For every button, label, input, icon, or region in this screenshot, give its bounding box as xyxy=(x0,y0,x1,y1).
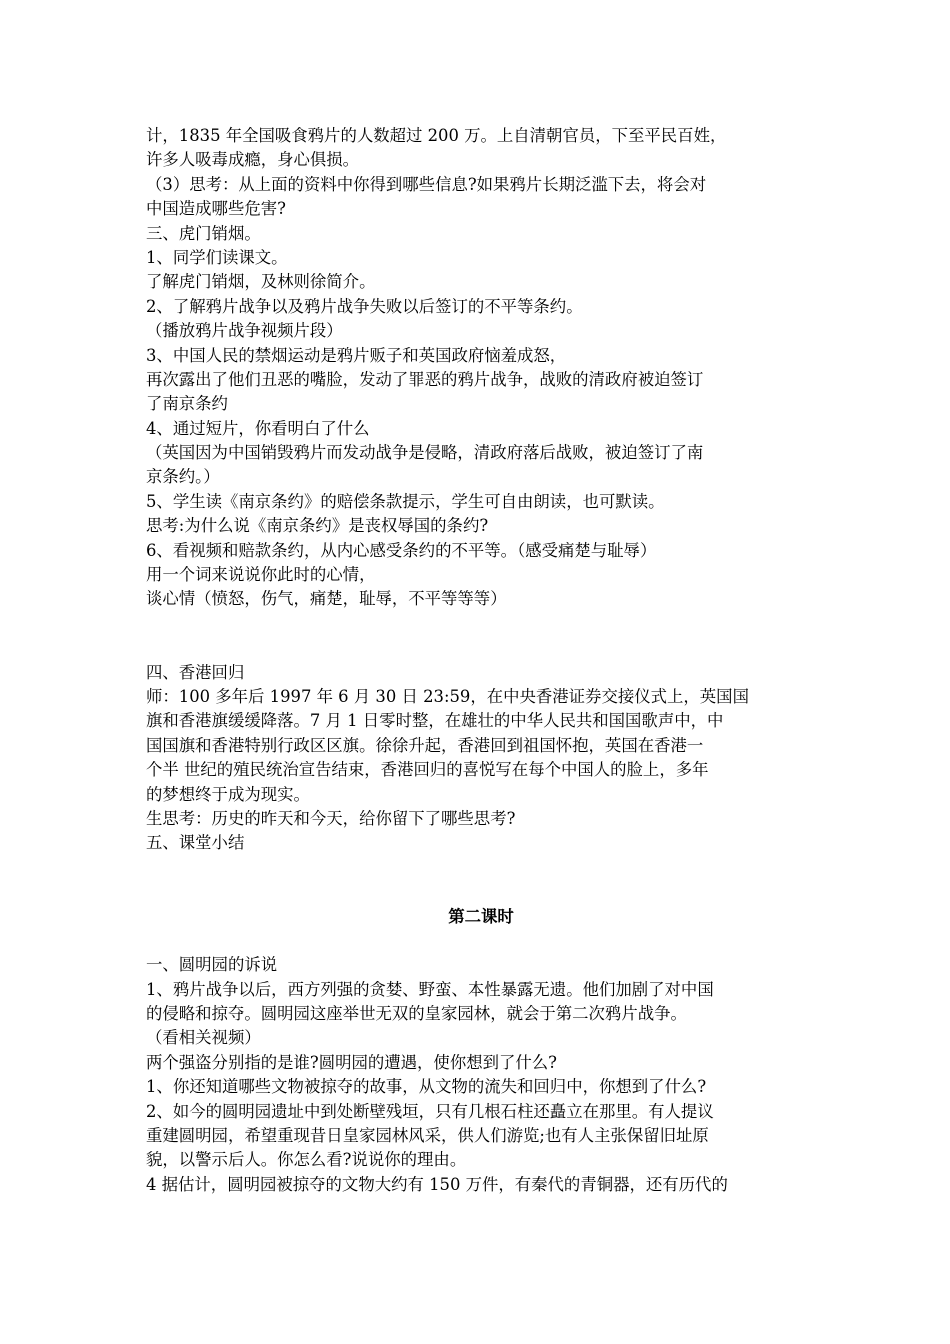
text-line: 师：100 多年后 1997 年 6 月 30 日 23:59，在中央香港证券交接仪式上，英国国 xyxy=(146,687,749,706)
text-line: 了南京条约 xyxy=(146,394,228,414)
text-line: 再次露出了他们丑恶的嘴脸，发动了罪恶的鸦片战争，战败的清政府被迫签订 xyxy=(146,369,704,389)
section-heading-hongkong: 四、香港回归 xyxy=(146,662,245,682)
text-line: 重建圆明园，希望重现昔日皇家园林风采，供人们游览;也有人主张保留旧址原 xyxy=(146,1126,709,1146)
section-yuanmingyuan xyxy=(146,953,816,1197)
text-line: 思考:为什么说《南京条约》是丧权辱国的条约? xyxy=(146,516,489,536)
text-line: 中国造成哪些危害? xyxy=(146,199,286,219)
text-line: （英国因为中国销毁鸦片而发动战争是侵略，清政府落后战败，被迫签订了南 xyxy=(146,443,704,463)
text-line: 5、学生读《南京条约》的赔偿条款提示，学生可自由朗读，也可默读。 xyxy=(146,491,665,511)
text-line: 4、通过短片，你看明白了什么 xyxy=(146,418,370,438)
section-heading-yuanmingyuan: 一、圆明园的诉说 xyxy=(146,955,278,975)
text-line: 貌，以警示后人。你怎么看?说说你的理由。 xyxy=(146,1150,467,1170)
section-opium-harm-and-humen xyxy=(146,124,816,612)
text-line: 的侵略和掠夺。圆明园这座举世无双的皇家园林，就会于第二次鸦片战争。 xyxy=(146,1004,687,1024)
text-line: （看相关视频） xyxy=(146,1028,261,1048)
section-hongkong-return xyxy=(146,661,816,856)
text-line: 生思考：历史的昨天和今天，给你留下了哪些思考? xyxy=(146,808,516,828)
section-heading-humen: 三、虎门销烟。 xyxy=(146,223,261,243)
text-line: 国国旗和香港特别行政区区旗。徐徐升起，香港回到祖国怀抱，英国在香港一 xyxy=(146,735,704,755)
text-line: 1、你还知道哪些文物被掠夺的故事，从文物的流失和回归中，你想到了什么? xyxy=(146,1077,707,1097)
text-line: （播放鸦片战争视频片段） xyxy=(146,321,343,341)
text-line: 旗和香港旗缓缓降落。7 月 1 日零时整，在雄壮的中华人民共和国国歌声中，中 xyxy=(146,711,724,731)
text-line: 4 据估计，圆明园被掠夺的文物大约有 150 万件，有秦代的青铜器，还有历代的 xyxy=(146,1174,728,1194)
text-line: 2、如今的圆明园遗址中到处断壁残垣，只有几根石柱还矗立在那里。有人提议 xyxy=(146,1101,714,1121)
text-line: 了解虎门销烟，及林则徐简介。 xyxy=(146,272,376,292)
text-line: 两个强盗分别指的是谁?圆明园的遭遇，使你想到了什么? xyxy=(146,1052,557,1072)
text-line: 1、同学们读课文。 xyxy=(146,247,288,267)
lesson-two-heading: 第二课时 xyxy=(448,906,514,926)
spacer xyxy=(146,612,816,661)
text-line: 京条约。） xyxy=(146,467,220,487)
text-line: 6、看视频和赔款条约，从内心感受条约的不平等。（感受痛楚与耻辱） xyxy=(146,540,657,560)
text-line: 1、鸦片战争以后，西方列强的贪婪、野蛮、本性暴露无遗。他们加剧了对中国 xyxy=(146,979,714,999)
text-line: 个半 世纪的殖民统治宣告结束，香港回归的喜悦写在每个中国人的脸上，多年 xyxy=(146,760,709,780)
text-line: 用一个词来说说你此时的心情， xyxy=(146,565,376,585)
text-line: 许多人吸毒成瘾，身心俱损。 xyxy=(146,150,360,170)
text-line: 3、中国人民的禁烟运动是鸦片贩子和英国政府恼羞成怒， xyxy=(146,345,567,365)
spacer xyxy=(146,856,816,905)
document-page xyxy=(146,124,816,1197)
section-heading-summary: 五、课堂小结 xyxy=(146,833,245,853)
text-line: 计，1835 年全国吸食鸦片的人数超过 200 万。上自清朝官员，下至平民百姓， xyxy=(146,126,727,145)
text-line: 2、了解鸦片战争以及鸦片战争失败以后签订的不平等条约。 xyxy=(146,296,583,316)
text-line: （3）思考：从上面的资料中你得到哪些信息?如果鸦片长期泛滥下去，将会对 xyxy=(146,174,707,194)
text-line: 的梦想终于成为现实。 xyxy=(146,784,310,804)
text-line: 谈心情（愤怒，伤气，痛楚，耻辱，不平等等等） xyxy=(146,589,507,609)
spacer xyxy=(146,929,816,953)
